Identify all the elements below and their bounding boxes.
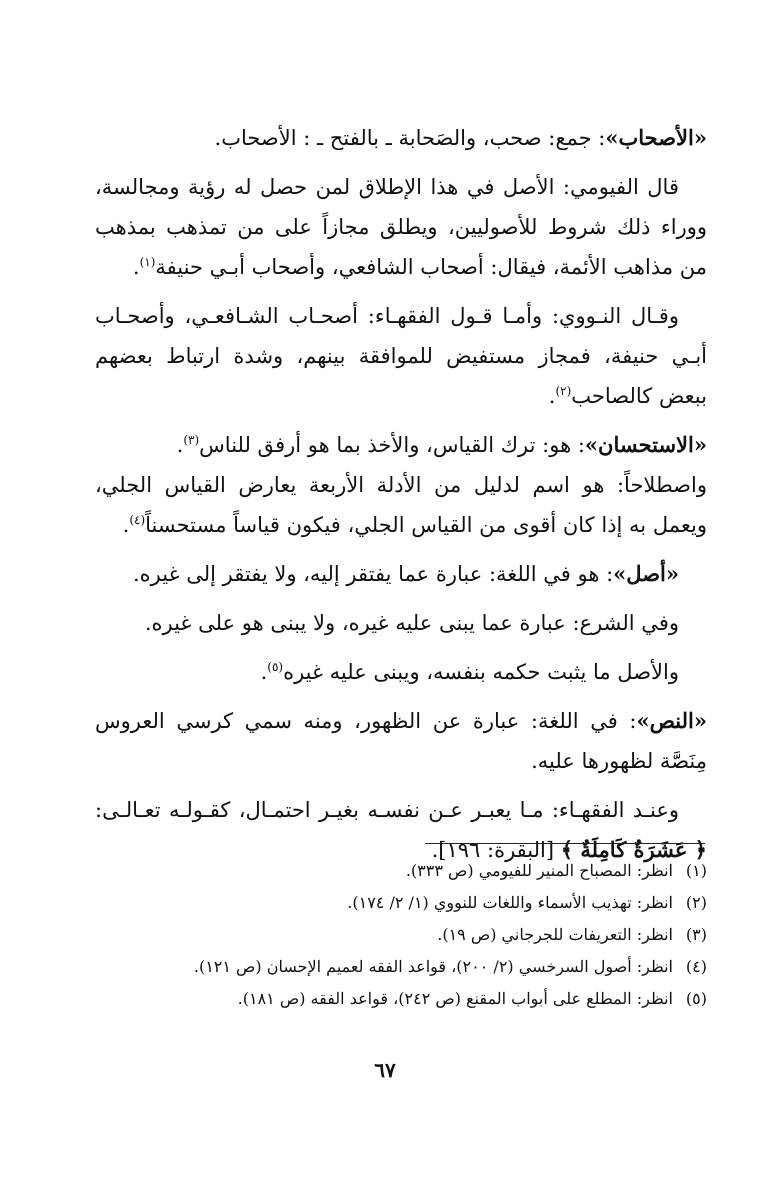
footnote-text: انظر: المطلع على أبواب المقنع (ص ٢٤٢)، قواعد الفقه (ص ١٨١). <box>237 989 673 1008</box>
footnote-2 <box>95 887 707 919</box>
entry-istihsan-end: . <box>176 433 184 457</box>
term-istihsan: «الاستحسان» <box>584 432 707 457</box>
main-text <box>95 118 707 879</box>
footnote-text: انظر: التعريفات للجرجاني (ص ١٩). <box>437 925 673 944</box>
term-asl: «أصل» <box>613 561 679 586</box>
entry-nawawi-text: وقـال النـووي: وأمـا قـول الفقهـاء: أصحـاب الشـافعـي، وأصحـاب أبـي حنيفة، فمجاز مستفيض للموافقة بينهم، وشدة ارتباط بعضهم ببعض كالصاحب <box>95 304 707 408</box>
footnote-ref-4[interactable]: (٤) <box>129 513 146 527</box>
entry-fayyumi-end: . <box>132 255 140 279</box>
quran-citation: [البقرة: ١٩٦]. <box>431 838 555 862</box>
footnote-ref-3[interactable]: (٣) <box>183 433 200 447</box>
page-number: ٦٧ <box>374 1058 396 1082</box>
entry-asl-def <box>95 652 707 692</box>
footnote-4 <box>95 951 707 983</box>
footnote-text: انظر: أصول السرخسي (٢/ ٢٠٠)، قواعد الفقه لعميم الإحسان (ص ١٢١). <box>193 957 673 976</box>
entry-nass <box>95 701 707 781</box>
entry-fayyumi-text: قال الفيومي: الأصل في هذا الإطلاق لمن حصل له رؤية ومجالسة، ووراء ذلك شروط للأصوليين، ويطلق مجازاً على من تمذهب بمذهب من مذاهب الأئمة، فيقال: أصحاب الشافعي، وأصحاب أبـي حنيفة <box>95 175 707 279</box>
footnotes <box>95 855 707 1015</box>
footnote-ref-2[interactable]: (٢) <box>555 384 572 398</box>
entry-asl <box>95 554 707 594</box>
entry-fayyumi <box>95 167 707 287</box>
footnote-number: (١) <box>685 861 707 880</box>
entry-nass-text: : في اللغة: عبارة عن الظهور، ومنه سمي كرسي العروس مِنَصَّة لظهورها عليه. <box>95 709 707 773</box>
entry-nawawi-end: . <box>548 384 556 408</box>
footnote-number: (٢) <box>685 893 707 912</box>
footnote-3 <box>95 919 707 951</box>
entry-nass-fuqaha-text: وعنـد الفقهـاء: مـا يعبـر عـن نفسـه بغيـر احتمـال، كقـولـه تعـالـى: <box>95 798 679 822</box>
entry-asl-text: : هو في اللغة: عبارة عما يفتقر إليه، ولا يفتقر إلى غيره. <box>133 562 614 586</box>
footnote-number: (٥) <box>685 989 707 1008</box>
entry-asl-shar-text: وفي الشرع: عبارة عما يبنى عليه غيره، ولا يبنى هو على غيره. <box>144 611 679 635</box>
entry-asl-def-end: . <box>260 660 268 684</box>
entry-ashab-text: : جمع: صحب، والصَحابة ـ بالفتح ـ : الأصحاب. <box>214 126 606 150</box>
entry-asl-shar <box>95 603 707 643</box>
entry-istihsan-istilah-text: واصطلاحاً: هو اسم لدليل من الأدلة الأربعة يعارض القياس الجلي، ويعمل به إذا كان أقوى من القياس الجلي، فيكون قياساً مستحسناً <box>95 473 707 537</box>
entry-nawawi <box>95 296 707 416</box>
footnote-ref-1[interactable]: (١) <box>139 255 156 269</box>
entry-istihsan-istilah-end: . <box>122 513 130 537</box>
footnote-number: (٣) <box>685 925 707 944</box>
term-nass: «النص» <box>636 708 707 733</box>
footnote-ref-5[interactable]: (٥) <box>267 660 284 674</box>
footnote-number: (٤) <box>685 957 707 976</box>
entry-ashab <box>95 118 707 158</box>
footnote-1 <box>95 855 707 887</box>
entry-asl-def-text: والأصل ما يثبت حكمه بنفسه، ويبنى عليه غيره <box>283 660 679 684</box>
footnote-5 <box>95 983 707 1015</box>
footnote-text: انظر: تهذيب الأسماء واللغات للنووي (١/ ٢/ ١٧٤). <box>347 893 673 912</box>
entry-istihsan-text: : هو: ترك القياس، والأخذ بما هو أرفق للناس <box>199 433 585 457</box>
entry-istihsan <box>95 425 707 545</box>
footnote-text: انظر: المصباح المنير للفيومي (ص ٣٣٣). <box>405 861 673 880</box>
quran-verse: ﴿ عَشَرَةٌ كَامِلَةٌ ﴾ <box>560 837 707 862</box>
term-ashab: «الأصحاب» <box>605 125 707 150</box>
footnote-divider <box>425 843 705 844</box>
